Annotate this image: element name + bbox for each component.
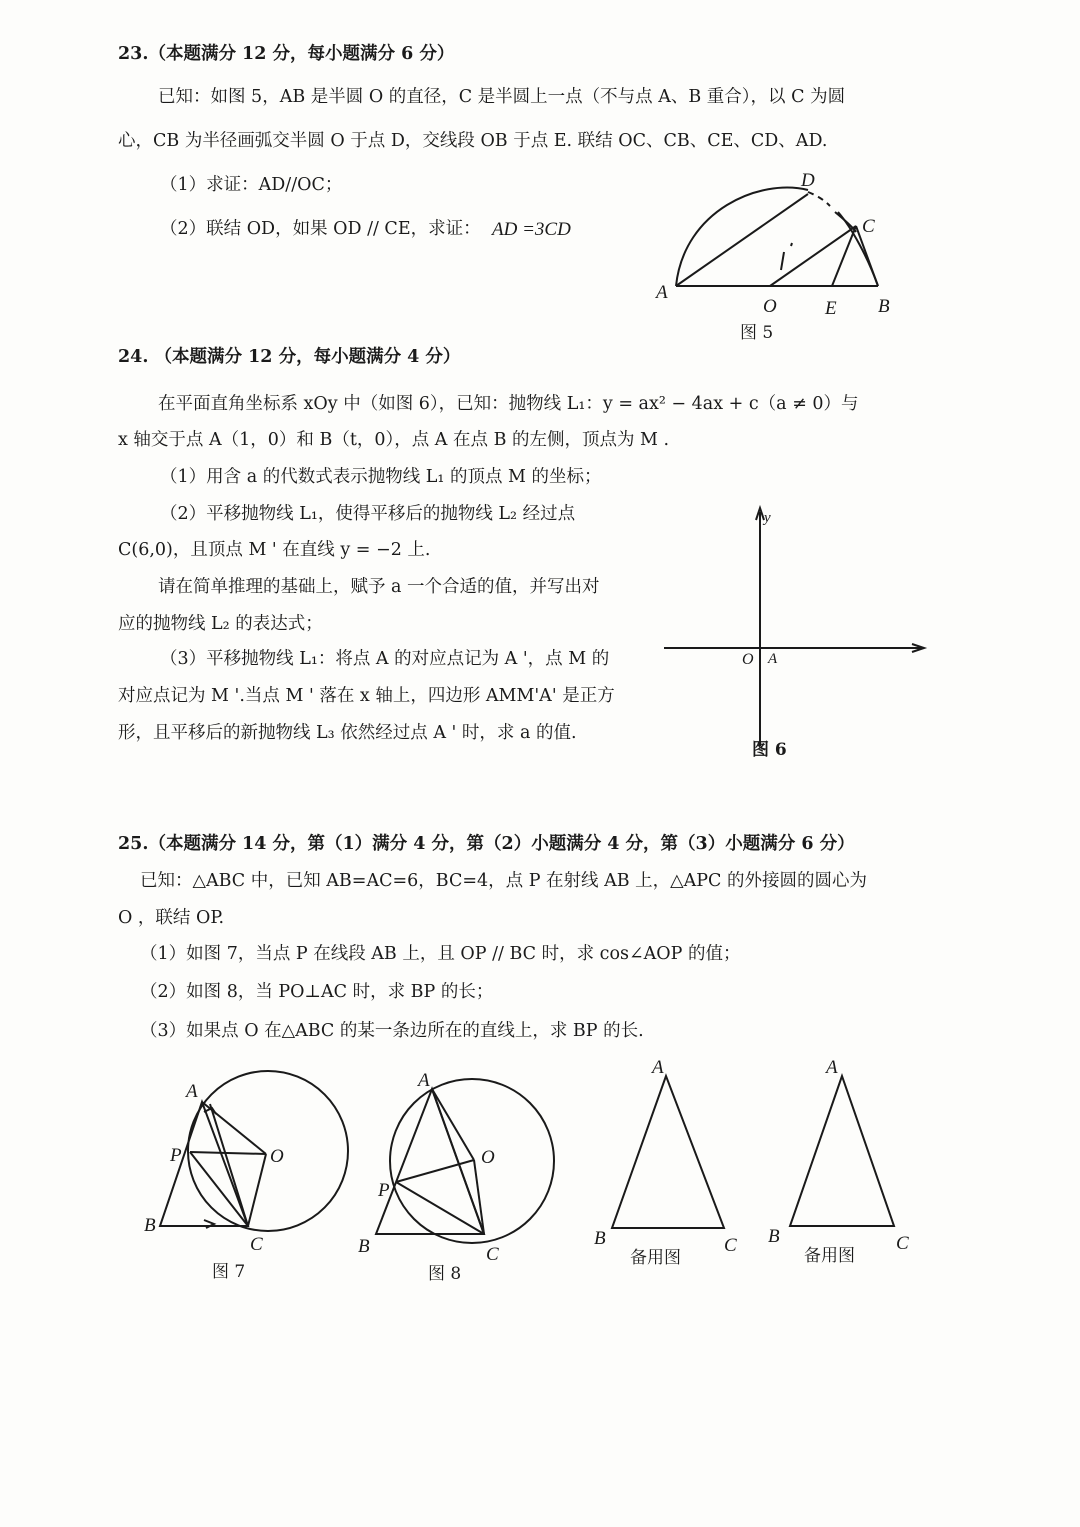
spare1-caption: 备用图 — [630, 1248, 681, 1268]
fig5-label-e: E — [825, 298, 837, 319]
fig8-label-p: P — [378, 1180, 390, 1201]
q24-part2-line1: （2）平移抛物线 L₁，使得平移后的抛物线 L₂ 经过点 — [160, 504, 576, 524]
fig7-label-c: C — [250, 1234, 263, 1255]
q25-part1: （1）如图 7，当点 P 在线段 AB 上，且 OP // BC 时，求 cos∠AOP 的值； — [140, 944, 741, 964]
spare2-label-c: C — [896, 1233, 909, 1254]
q25-text-line2: O ，联结 OP. — [118, 908, 225, 928]
q24-part1: （1）用含 a 的代数式表示抛物线 L₁ 的顶点 M 的坐标； — [160, 467, 602, 487]
spare2-label-b: B — [768, 1226, 780, 1247]
q24-part2-line3: 请在简单推理的基础上，赋予 a 一个合适的值，并写出对 — [158, 577, 600, 597]
q23-part2: （2）联结 OD，如果 OD // CE，求证： — [160, 219, 481, 239]
fig7-segment-oc — [248, 1154, 266, 1226]
q25-heading: 25.（本题满分 14 分，第（1）满分 4 分，第（2）小题满分 4 分，第（3）小题满分 6 分） — [118, 834, 855, 854]
spare-triangle-2 — [790, 1076, 894, 1226]
fig7-label-p: P — [170, 1145, 182, 1166]
fig8-caption: 图 8 — [428, 1264, 462, 1284]
q23-text-line1: 已知：如图 5，AB 是半圆 O 的直径，C 是半圆上一点（不与点 A、B 重合），以 C 为圆 — [158, 87, 846, 107]
q23-heading: 23.（本题满分 12 分，每小题满分 6 分） — [118, 44, 455, 64]
spare2-label-a: A — [826, 1057, 838, 1078]
fig7-caption: 图 7 — [212, 1262, 246, 1282]
q24-text-line2: x 轴交于点 A（1，0）和 B（t，0），点 A 在点 B 的左侧，顶点为 M . — [118, 430, 670, 450]
fig8-segment-ac — [432, 1089, 484, 1234]
q23-part2-formula: AD =3CD — [492, 219, 571, 240]
fig7-label-b: B — [144, 1215, 156, 1236]
q25-part2: （2）如图 8，当 PO⊥AC 时，求 BP 的长； — [140, 982, 494, 1002]
fig5-label-b: B — [878, 296, 890, 317]
fig5-label-d: D — [801, 170, 815, 191]
fig8-label-b: B — [358, 1236, 370, 1257]
figure-8 — [376, 1079, 554, 1243]
fig6-label-y: y — [764, 510, 771, 526]
spare-triangle-1 — [612, 1076, 724, 1228]
fig8-segment-pc — [396, 1182, 484, 1234]
q23-text-line2: 心，CB 为半径画弧交半圆 O 于点 D，交线段 OB 于点 E. 联结 OC、CB、CE、CD、AD. — [118, 131, 828, 151]
fig5-caption: 图 5 — [740, 323, 774, 343]
fig7-circumcircle — [188, 1071, 348, 1231]
fig7-label-o: O — [270, 1146, 284, 1167]
spare1-label-c: C — [724, 1235, 737, 1256]
q23-part1: （1）求证：AD//OC； — [160, 175, 343, 195]
q24-part3-line3: 形，且平移后的新抛物线 L₃ 依然经过点 A ' 时，求 a 的值. — [118, 723, 577, 743]
q24-part2-line4: 应的抛物线 L₂ 的表达式； — [118, 614, 323, 634]
fig6-label-a: A — [768, 651, 778, 667]
q24-part3-line2: 对应点记为 M '.当点 M ' 落在 x 轴上，四边形 AMM'A' 是正方 — [118, 686, 615, 706]
fig7-segment-op — [190, 1152, 266, 1154]
fig7-segment-ac-inner — [210, 1104, 248, 1226]
spare1-label-a: A — [652, 1057, 664, 1078]
q25-part3: （3）如果点 O 在△ABC 的某一条边所在的直线上，求 BP 的长. — [140, 1021, 644, 1041]
fig5-label-c: C — [862, 216, 875, 237]
fig5-label-o: O — [763, 296, 777, 317]
q25-text-line1: 已知：△ABC 中，已知 AB=AC=6，BC=4，点 P 在射线 AB 上，△APC 的外接圆的圆心为 — [140, 871, 868, 891]
q24-part2-line2: C(6,0)，且顶点 M ' 在直线 y = −2 上. — [118, 540, 431, 560]
spare2-caption: 备用图 — [804, 1246, 855, 1266]
fig6-label-o: O — [742, 651, 754, 668]
fig5-label-a: A — [656, 282, 668, 303]
q24-heading: 24. （本题满分 12 分，每小题满分 4 分） — [118, 347, 461, 367]
q24-part3-line1: （3）平移抛物线 L₁：将点 A 的对应点记为 A '，点 M 的 — [160, 649, 610, 669]
q24-text-line1: 在平面直角坐标系 xOy 中（如图 6），已知：抛物线 L₁：y = ax² − 4ax + c（a ≠ 0）与 — [158, 394, 859, 414]
fig8-label-o: O — [481, 1147, 495, 1168]
fig7-label-a: A — [186, 1081, 198, 1102]
spare1-label-b: B — [594, 1228, 606, 1249]
fig8-label-c: C — [486, 1244, 499, 1265]
fig6-caption: 图 6 — [752, 740, 787, 760]
fig8-label-a: A — [418, 1070, 430, 1091]
